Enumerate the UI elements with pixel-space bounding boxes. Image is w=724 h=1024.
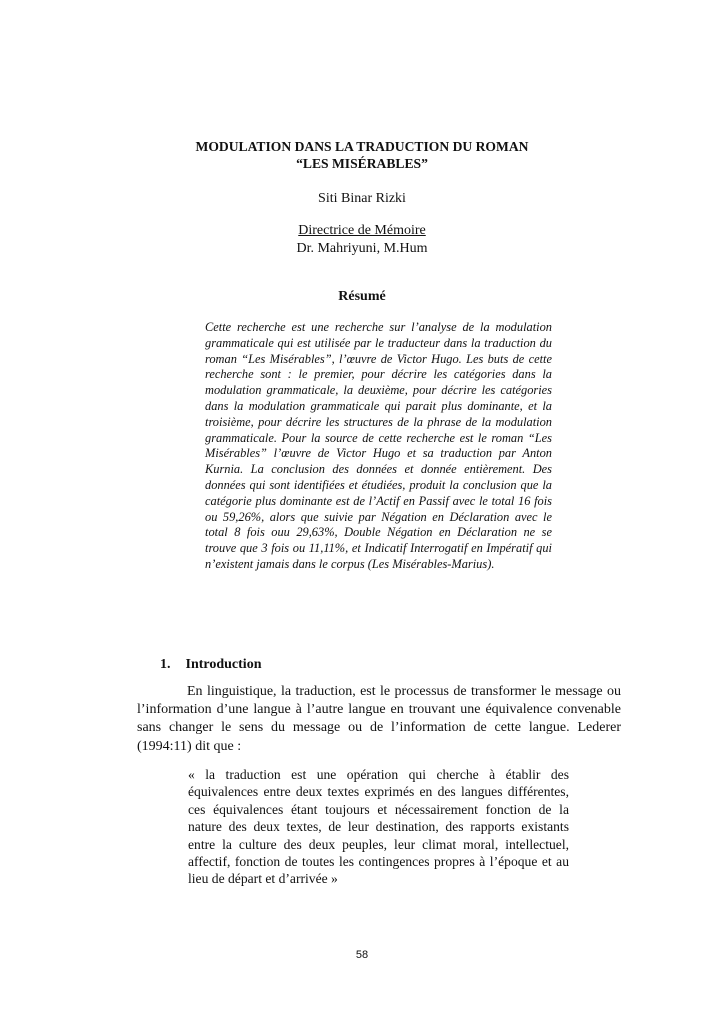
section-heading (160, 657, 261, 673)
supervisor-label: Directrice de Mémoire (298, 223, 426, 238)
supervisor-name: Dr. Mahriyuni, M.Hum (296, 241, 428, 256)
title-line-1: MODULATION DANS LA TRADUCTION DU ROMAN (195, 139, 529, 154)
intro-paragraph: En linguistique, la traduction, est le processus de transformer le message ou l’information d’une langue à l’autre langue en trouvant une équivalence convenable sans changer le sens du message ou de l’information de cette langue. Lederer (1994:11) dit que : (137, 684, 621, 754)
abstract-text: Cette recherche est une recherche sur l’analyse de la modulation grammaticale qui est utilisée par le traducteur dans la traduction du roman “Les Misérables”, l’œuvre de Victor Hugo. Les buts de cette recherche sont : le premier, pour décrire les catégories dans la modulation grammaticale, la deuxième, pour décrire les catégories dans la modulation grammaticale qui parait plus dominante, et la troisième, pour décrire les structures de la phrase de la modulation grammaticale. Pour la source de cette recherche est le roman “Les Misérables” l’œuvre de Victor Hugo et sa traduction par Anton Kurnia. La conclusion des données et donnée entièrement. Des données qui sont identifiées et étudiées, produit la conclusion que la catégorie plus dominante est de l’Actif en Passif avec le total 16 fois ou 59,26%, alors que suivie par Négation en Déclaration avec le total 8 fois ouu 29,63%, Double Négation en Déclaration ne se trouve que 3 fois ou 11,11%, et Indicatif Interrogatif en Impératif qui n’existent jamais dans le corpus (Les Misérables-Marius). (205, 320, 552, 571)
block-quote: « la traduction est une opération qui cherche à établir des équivalences entre deux textes exprimés en des langues différentes, ces équivalences étant toujours et nécessairement fonction de la nature des deux textes, de leur destination, des rapports existants entre la culture des deux peuples, leur climat moral, intellectuel, affectif, fonction de toutes les contingences propres à l’époque et au lieu de départ et d’arrivée » (188, 767, 569, 887)
author-name: Siti Binar Rizki (318, 191, 406, 206)
page-number: 58 (355, 949, 369, 961)
supervisor-block (0, 222, 724, 258)
paper-title (0, 138, 724, 172)
section-number: 1. (160, 657, 171, 672)
abstract-heading: Résumé (338, 289, 386, 304)
title-line-2: “LES MISÉRABLES” (296, 156, 428, 171)
section-title: Introduction (185, 657, 262, 672)
